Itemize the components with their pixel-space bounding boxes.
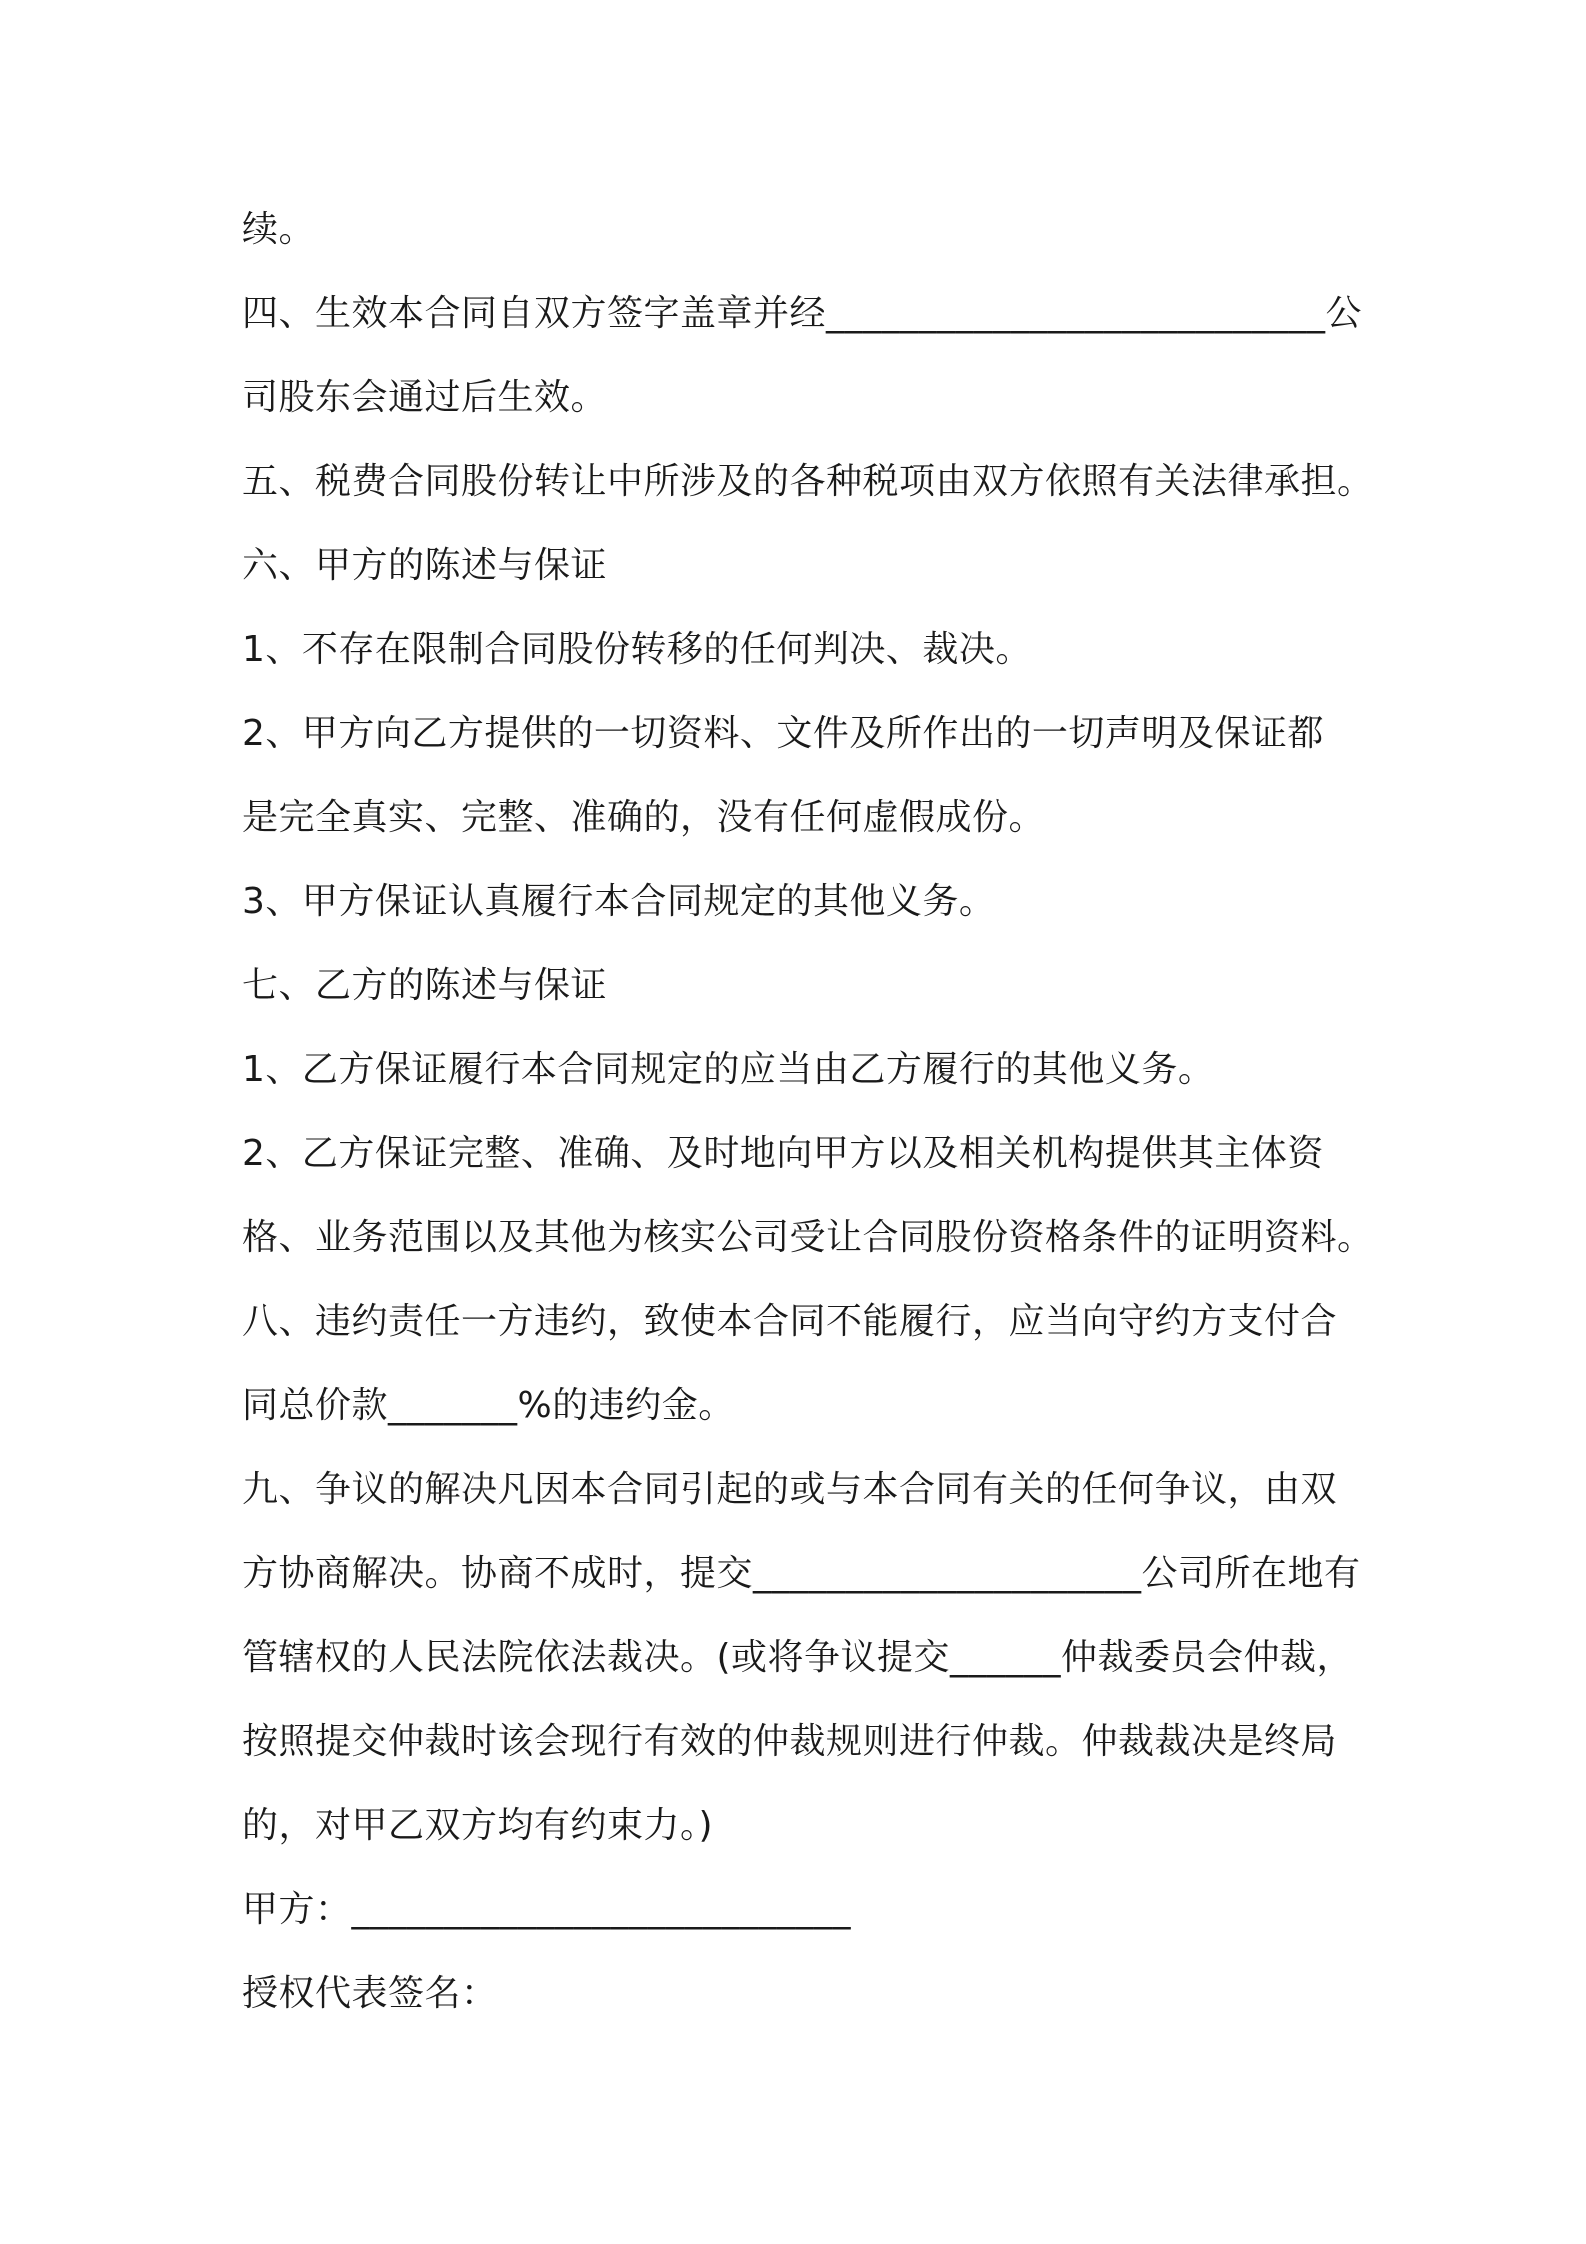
text-line: 格、业务范围以及其他为核实公司受让合同股份资格条件的证明资料。 [242, 1217, 1374, 1258]
text-line: 2、乙方保证完整、准确、及时地向甲方以及相关机构提供其主体资 [242, 1133, 1324, 1174]
text-line: 同总价款_______%的违约金。 [242, 1385, 735, 1426]
text-line: 五、税费合同股份转让中所涉及的各种税项由双方依照有关法律承担。 [242, 461, 1374, 502]
text-line: 九、争议的解决凡因本合同引起的或与本合同有关的任何争议，由双 [242, 1469, 1338, 1510]
text-line: 管辖权的人民法院依法裁决。(或将争议提交______仲裁委员会仲裁， [242, 1637, 1354, 1678]
text-line: 的，对甲乙双方均有约束力。) [242, 1805, 714, 1846]
text-line: 1、不存在限制合同股份转移的任何判决、裁决。 [242, 629, 1032, 670]
signature-line-party-a: 甲方：___________________________ [242, 1889, 852, 1930]
text-line: 2、甲方向乙方提供的一切资料、文件及所作出的一切声明及保证都 [242, 713, 1324, 754]
text-line: 方协商解决。协商不成时，提交_____________________公司所在地有 [242, 1553, 1361, 1594]
text-line: 四、生效本合同自双方签字盖章并经___________________________公 [242, 293, 1363, 334]
text-line: 七、乙方的陈述与保证 [242, 965, 608, 1006]
text-line: 按照提交仲裁时该会现行有效的仲裁规则进行仲裁。仲裁裁决是终局 [242, 1721, 1338, 1762]
text-line: 司股东会通过后生效。 [242, 377, 608, 418]
text-line: 1、乙方保证履行本合同规定的应当由乙方履行的其他义务。 [242, 1049, 1215, 1090]
text-line: 六、甲方的陈述与保证 [242, 545, 608, 586]
text-line: 是完全真实、完整、准确的，没有任何虚假成份。 [242, 797, 1046, 838]
text-line: 3、甲方保证认真履行本合同规定的其他义务。 [242, 881, 996, 922]
text-line: 续。 [242, 209, 316, 250]
text-line: 八、违约责任一方违约，致使本合同不能履行，应当向守约方支付合 [242, 1301, 1338, 1342]
authorized-signature-label: 授权代表签名： [242, 1973, 498, 2014]
